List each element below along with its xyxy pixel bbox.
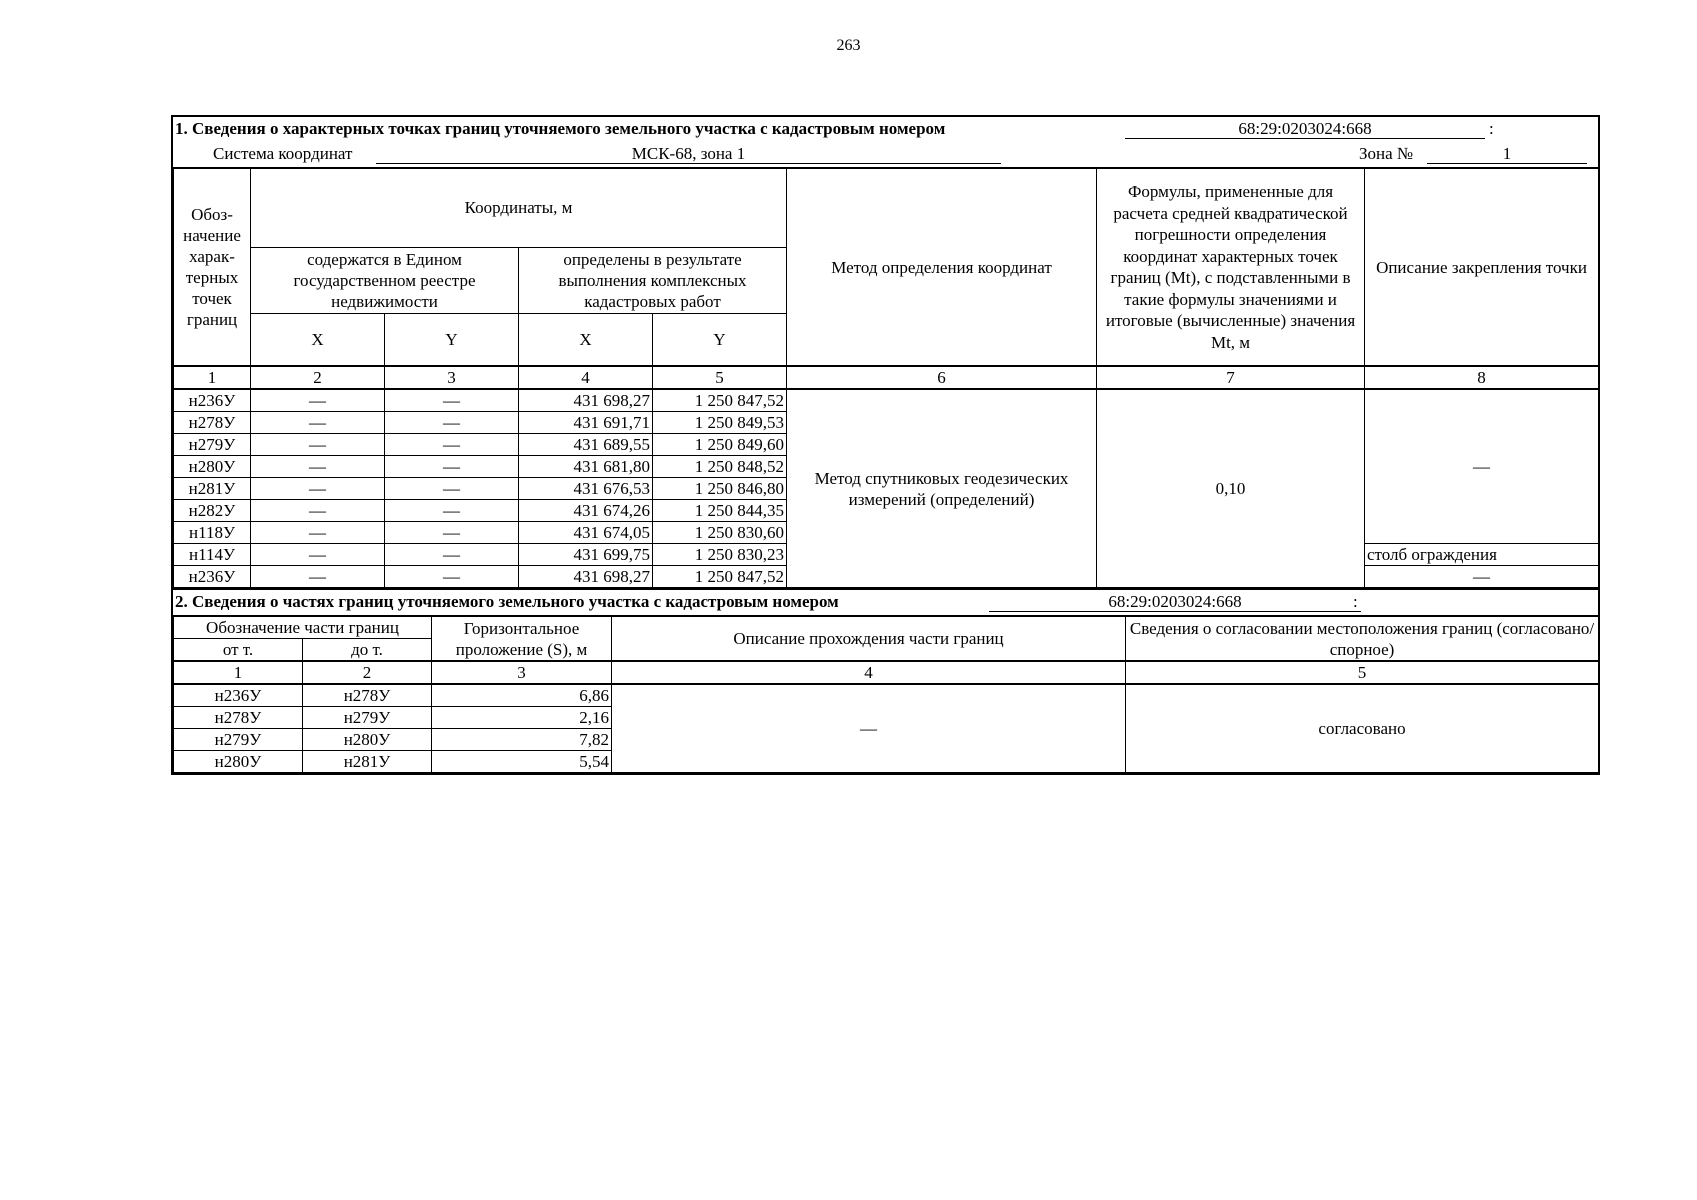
header-fixing: Описание закрепления точки <box>1365 169 1599 366</box>
y-value: 1 250 830,60 <box>653 522 787 544</box>
section1-header <box>173 117 1598 143</box>
header-x: X <box>519 313 653 366</box>
y-egrn: — <box>385 478 519 500</box>
index-row <box>174 366 1599 389</box>
x-value: 431 699,75 <box>519 544 653 566</box>
point-name: н280У <box>174 456 251 478</box>
horizontal-value: 5,54 <box>432 751 612 773</box>
y-value: 1 250 847,52 <box>653 389 787 412</box>
section1-title: 1. Сведения о характерных точках границ уточняемого земельного участка с кадастровым номером <box>175 119 946 138</box>
y-egrn: — <box>385 500 519 522</box>
formula-value: 0,10 <box>1097 389 1365 588</box>
index-cell: 1 <box>174 366 251 389</box>
x-egrn: — <box>251 456 385 478</box>
index-cell: 2 <box>303 661 432 684</box>
point-name: н281У <box>174 478 251 500</box>
header-formulas: Формулы, примененные для расчета средней квадратической погрешности определения координат характерных точек границ (Mt), с подставленными в такие формулы значениями и итоговые (вычисленные) значения Mt, м <box>1097 169 1365 366</box>
point-name: н236У <box>174 566 251 588</box>
x-egrn: — <box>251 566 385 588</box>
header-part-designation: Обозначение части границ <box>174 616 432 639</box>
x-value: 431 674,26 <box>519 500 653 522</box>
index-cell: 5 <box>653 366 787 389</box>
parts-table <box>173 615 1599 773</box>
y-value: 1 250 849,53 <box>653 412 787 434</box>
point-name: н118У <box>174 522 251 544</box>
header-coordinates: Координаты, м <box>251 169 787 247</box>
x-egrn: — <box>251 500 385 522</box>
page-number: 263 <box>836 37 861 54</box>
x-egrn: — <box>251 412 385 434</box>
y-egrn: — <box>385 566 519 588</box>
point-name: н236У <box>174 389 251 412</box>
cadastral-form <box>171 115 1600 775</box>
y-value: 1 250 849,60 <box>653 434 787 456</box>
y-egrn: — <box>385 389 519 412</box>
x-value: 431 698,27 <box>519 566 653 588</box>
y-value: 1 250 846,80 <box>653 478 787 500</box>
point-name: н278У <box>174 412 251 434</box>
header-description: Описание прохождения части границ <box>612 616 1126 661</box>
horizontal-value: 2,16 <box>432 707 612 729</box>
y-value: 1 250 830,23 <box>653 544 787 566</box>
point-name: н279У <box>174 434 251 456</box>
agreement-value: согласовано <box>1126 684 1599 773</box>
index-cell: 3 <box>385 366 519 389</box>
coord-system-label: Система координат <box>213 144 353 163</box>
zone-value: 1 <box>1427 143 1587 164</box>
header-y: Y <box>653 313 787 366</box>
index-cell: 8 <box>1365 366 1599 389</box>
header-method: Метод определения координат <box>787 169 1097 366</box>
section2-title: 2. Сведения о частях границ уточняемого земельного участка с кадастровым номером <box>175 592 839 611</box>
x-value: 431 691,71 <box>519 412 653 434</box>
x-egrn: — <box>251 544 385 566</box>
header-to: до т. <box>303 639 432 662</box>
fixing-value: — <box>1365 566 1599 588</box>
to-point: н280У <box>303 729 432 751</box>
header-y-egrn: Y <box>385 313 519 366</box>
index-cell: 5 <box>1126 661 1599 684</box>
x-value: 431 681,80 <box>519 456 653 478</box>
y-egrn: — <box>385 456 519 478</box>
index-cell: 4 <box>612 661 1126 684</box>
to-point: н279У <box>303 707 432 729</box>
y-egrn: — <box>385 522 519 544</box>
section2-header <box>173 588 1598 615</box>
x-egrn: — <box>251 522 385 544</box>
x-egrn: — <box>251 434 385 456</box>
to-point: н281У <box>303 751 432 773</box>
y-egrn: — <box>385 434 519 456</box>
table-row <box>174 684 1599 707</box>
section1-cadastral-number: 68:29:0203024:668 <box>1125 118 1485 139</box>
coord-system-value: МСК-68, зона 1 <box>376 143 1001 164</box>
from-point: н280У <box>174 751 303 773</box>
x-value: 431 676,53 <box>519 478 653 500</box>
index-cell: 1 <box>174 661 303 684</box>
description-value: — <box>612 684 1126 773</box>
header-agreement: Сведения о согласовании местоположения границ (согласовано/спорное) <box>1126 616 1599 661</box>
y-egrn: — <box>385 544 519 566</box>
x-value: 431 698,27 <box>519 389 653 412</box>
fixing-value: столб ограждения <box>1365 544 1599 566</box>
header-horizontal: Горизонтальное проложение (S), м <box>432 616 612 661</box>
index-cell: 6 <box>787 366 1097 389</box>
header-from: от т. <box>174 639 303 662</box>
horizontal-value: 6,86 <box>432 684 612 707</box>
points-table <box>173 169 1599 588</box>
header-designation: Обоз-начение харак-терных точек границ <box>174 169 251 366</box>
horizontal-value: 7,82 <box>432 729 612 751</box>
index-cell: 4 <box>519 366 653 389</box>
section2-cadastral-number: 68:29:0203024:668 <box>989 591 1361 612</box>
index-cell: 3 <box>432 661 612 684</box>
index-cell: 2 <box>251 366 385 389</box>
x-value: 431 674,05 <box>519 522 653 544</box>
coordinate-system-line <box>173 143 1598 169</box>
from-point: н279У <box>174 729 303 751</box>
section1-colon: : <box>1489 119 1494 138</box>
y-egrn: — <box>385 412 519 434</box>
index-cell: 7 <box>1097 366 1365 389</box>
x-egrn: — <box>251 478 385 500</box>
point-name: н282У <box>174 500 251 522</box>
to-point: н278У <box>303 684 432 707</box>
from-point: н278У <box>174 707 303 729</box>
header-cadastral-works: определены в результате выполнения комплексных кадастровых работ <box>519 247 787 313</box>
x-egrn: — <box>251 389 385 412</box>
header-egrn: содержатся в Едином государственном реестре недвижимости <box>251 247 519 313</box>
y-value: 1 250 847,52 <box>653 566 787 588</box>
point-name: н114У <box>174 544 251 566</box>
table-row <box>174 389 1599 412</box>
fixing-value: — <box>1365 389 1599 544</box>
header-x-egrn: X <box>251 313 385 366</box>
zone-label: Зона № <box>1359 144 1414 163</box>
x-value: 431 689,55 <box>519 434 653 456</box>
section2-colon: : <box>1353 592 1358 611</box>
method-value: Метод спутниковых геодезических измерений (определений) <box>787 389 1097 588</box>
index-row <box>174 661 1599 684</box>
from-point: н236У <box>174 684 303 707</box>
y-value: 1 250 844,35 <box>653 500 787 522</box>
y-value: 1 250 848,52 <box>653 456 787 478</box>
